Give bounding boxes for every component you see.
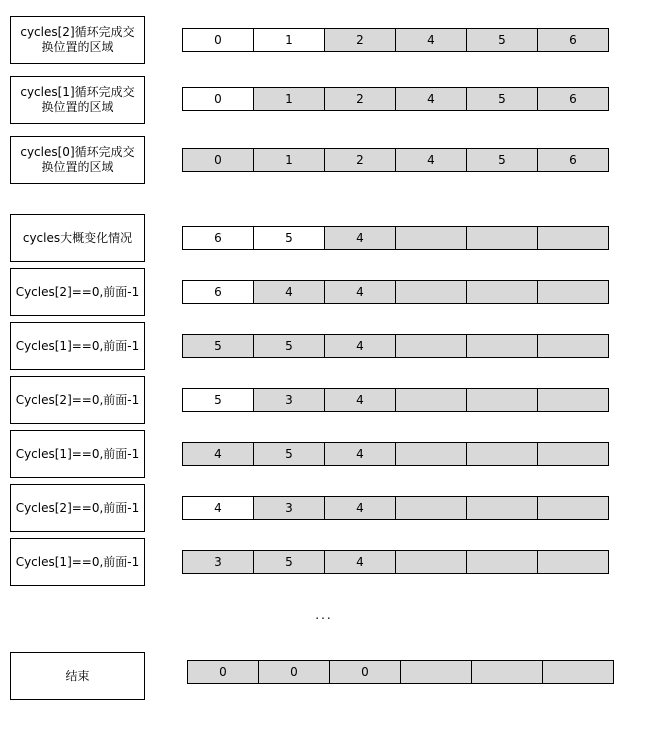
- array-cell: [537, 550, 609, 574]
- array-cell: 5: [253, 334, 325, 358]
- array-cell: 4: [324, 226, 396, 250]
- array-cell: 5: [466, 148, 538, 172]
- row-label: Cycles[2]==0,前面-1: [15, 392, 140, 407]
- array-cell: 6: [182, 226, 254, 250]
- array-cell: [395, 280, 467, 304]
- array-cell: 5: [253, 442, 325, 466]
- array-cell: [395, 226, 467, 250]
- array-cell: [537, 496, 609, 520]
- array-cell: [537, 442, 609, 466]
- array-cell: [537, 388, 609, 412]
- array-cell: 2: [324, 148, 396, 172]
- array-cell: [395, 388, 467, 412]
- row-label: 结束: [65, 668, 90, 683]
- array-cell: 1: [253, 148, 325, 172]
- array-cell: [537, 280, 609, 304]
- array-cell: 4: [324, 388, 396, 412]
- array-cell: 4: [395, 148, 467, 172]
- array-cell: 0: [187, 660, 259, 684]
- array-row: [182, 442, 609, 466]
- array-row: [182, 28, 609, 52]
- array-row: [187, 660, 614, 684]
- row-label: Cycles[1]==0,前面-1: [15, 446, 140, 461]
- row-label-box: [10, 538, 145, 586]
- array-cell: [395, 442, 467, 466]
- array-cell: 6: [537, 87, 609, 111]
- array-cell: 5: [182, 334, 254, 358]
- array-cell: 4: [253, 280, 325, 304]
- array-cell: 6: [537, 148, 609, 172]
- array-cell: [542, 660, 614, 684]
- row-label-box: [10, 136, 145, 184]
- row-label-box: [10, 652, 145, 700]
- array-cell: [395, 496, 467, 520]
- array-row: [182, 280, 609, 304]
- array-cell: 4: [324, 442, 396, 466]
- row-label-box: [10, 16, 145, 64]
- array-cell: 1: [253, 87, 325, 111]
- row-label: cycles[2]循环完成交 换位置的区域: [20, 25, 135, 54]
- row-label: Cycles[1]==0,前面-1: [15, 338, 140, 353]
- array-cell: 2: [324, 87, 396, 111]
- row-label: Cycles[2]==0,前面-1: [15, 500, 140, 515]
- array-cell: 1: [253, 28, 325, 52]
- array-cell: [400, 660, 472, 684]
- array-cell: 4: [182, 496, 254, 520]
- row-label-box: [10, 214, 145, 262]
- array-row: [182, 226, 609, 250]
- row-label: cycles[0]循环完成交 换位置的区域: [20, 145, 135, 174]
- array-cell: 4: [395, 87, 467, 111]
- array-cell: 5: [182, 388, 254, 412]
- array-cell: [466, 550, 538, 574]
- array-cell: 5: [466, 87, 538, 111]
- ellipsis: ...: [315, 608, 333, 622]
- array-row: [182, 496, 609, 520]
- array-cell: 0: [182, 87, 254, 111]
- row-label: Cycles[1]==0,前面-1: [15, 554, 140, 569]
- array-cell: [466, 226, 538, 250]
- array-cell: 4: [182, 442, 254, 466]
- array-row: [182, 87, 609, 111]
- array-cell: 6: [182, 280, 254, 304]
- array-cell: [466, 334, 538, 358]
- row-label: cycles[1]循环完成交 换位置的区域: [20, 85, 135, 114]
- array-cell: [466, 442, 538, 466]
- array-cell: 0: [182, 28, 254, 52]
- array-cell: 0: [182, 148, 254, 172]
- array-cell: [466, 496, 538, 520]
- array-row: [182, 148, 609, 172]
- row-label-box: [10, 322, 145, 370]
- array-row: [182, 388, 609, 412]
- array-cell: 4: [324, 550, 396, 574]
- array-cell: 2: [324, 28, 396, 52]
- array-cell: 5: [253, 226, 325, 250]
- array-cell: [395, 550, 467, 574]
- array-cell: 3: [253, 388, 325, 412]
- array-cell: [537, 226, 609, 250]
- row-label-box: [10, 376, 145, 424]
- array-cell: [471, 660, 543, 684]
- array-row: [182, 334, 609, 358]
- array-cell: 0: [258, 660, 330, 684]
- row-label-box: [10, 430, 145, 478]
- array-cell: [466, 280, 538, 304]
- array-row: [182, 550, 609, 574]
- array-cell: 5: [253, 550, 325, 574]
- array-cell: 5: [466, 28, 538, 52]
- array-cell: 4: [324, 496, 396, 520]
- array-cell: 3: [182, 550, 254, 574]
- array-cell: 4: [324, 280, 396, 304]
- array-cell: 4: [324, 334, 396, 358]
- row-label: cycles大概变化情况: [22, 230, 133, 245]
- array-cell: [466, 388, 538, 412]
- array-cell: [537, 334, 609, 358]
- array-cell: 3: [253, 496, 325, 520]
- array-cell: 4: [395, 28, 467, 52]
- row-label-box: [10, 268, 145, 316]
- row-label-box: [10, 484, 145, 532]
- row-label-box: [10, 76, 145, 124]
- array-cell: [395, 334, 467, 358]
- array-cell: 0: [329, 660, 401, 684]
- array-cell: 6: [537, 28, 609, 52]
- row-label: Cycles[2]==0,前面-1: [15, 284, 140, 299]
